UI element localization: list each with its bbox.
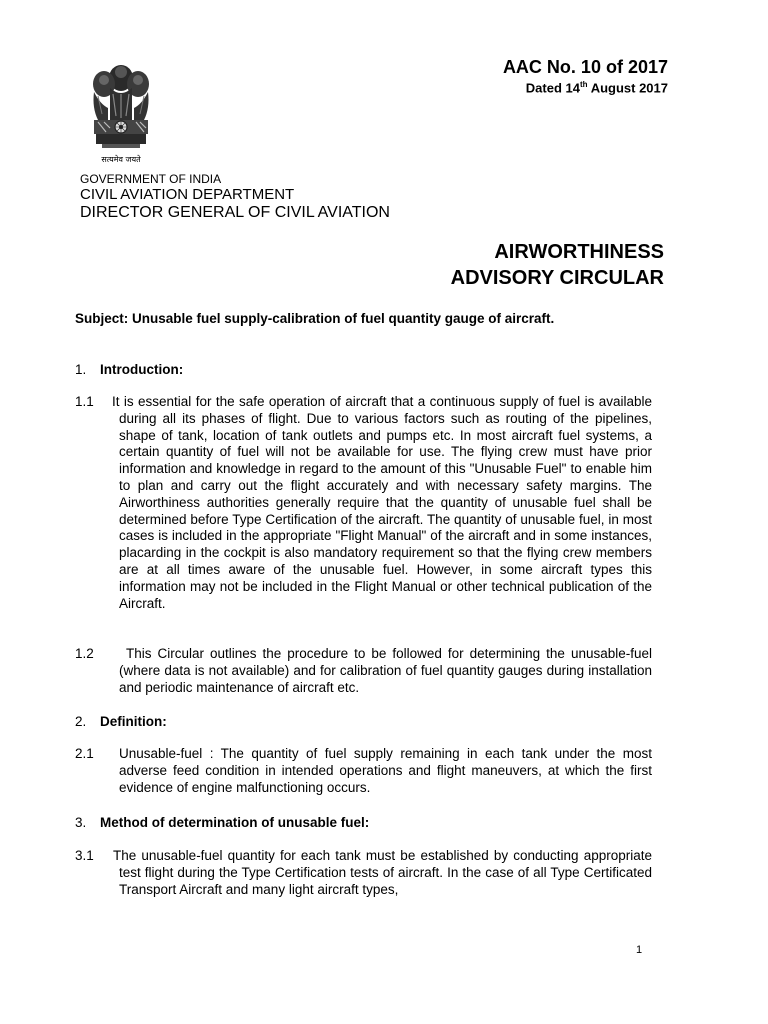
paragraph-text: The unusable-fuel quantity for each tank must be established by conducting appropriate test flight during the Type Certification tests of aircraft. In the case of all Type Certificated Transport Aircraft and many light aircraft types, (113, 848, 652, 897)
section-number: 2. (75, 714, 87, 729)
section-heading (75, 362, 183, 377)
subject-line: Subject: Unusable fuel supply-calibration of fuel quantity gauge of aircraft. (75, 311, 555, 326)
title-line-2: ADVISORY CIRCULAR (450, 267, 664, 289)
government-label: GOVERNMENT OF INDIA (80, 172, 222, 186)
section-number: 3. (75, 815, 87, 830)
section-number: 1. (75, 362, 87, 377)
paragraph (75, 646, 652, 696)
section-heading (75, 714, 167, 729)
paragraph-text: Unusable-fuel : The quantity of fuel supply remaining in each tank under the most adverse feed condition in intended operations and flight maneuvers, at which the first evidence of engine malfunctioning occurs. (119, 746, 652, 795)
paragraph-number: 1.1 (75, 394, 94, 409)
document-number: AAC No. 10 of 2017 (502, 57, 668, 77)
section-title: Method of determination of unusable fuel: (100, 815, 370, 830)
date-superscript: th (580, 80, 588, 89)
paragraph-text: This Circular outlines the procedure to be followed for determining the unusable-fuel (where data is not available) and for calibration of fuel quantity gauges during installation and periodic maintenance of aircraft etc. (119, 646, 652, 695)
paragraph-text: It is essential for the safe operation of aircraft that a continuous supply of fuel is available during all its phases of flight. Due to various factors such as routing of the pipelines, shape of tank, location of tank outlets and pumps etc. In most aircraft fuel systems, a certain quantity of fuel will not be available for use. The flying crew must have prior information and knowledge in regard to the amount of this "Unusable Fuel" to enable him to plan and carry out the flight accurately and with necessary safety margins. The Airworthiness authorities generally require that the quantity of unusable fuel shall be determined before Type Certification of the aircraft. The quantity of unusable fuel, in most cases is included in the appropriate "Flight Manual" of the aircraft and in some instances, placarding in the cockpit is also mandatory requirement so that the flying crew members are at all times aware of the unusable fuel. However, in some aircraft types this information may not be included in the Flight Manual or other technical publication of the Aircraft. (112, 394, 652, 611)
date-suffix: August 2017 (587, 80, 668, 96)
paragraph-number: 1.2 (75, 646, 94, 661)
date-prefix: Dated 14 (525, 80, 580, 96)
ashoka-lion-capital-icon (80, 58, 162, 170)
director-label: DIRECTOR GENERAL OF CIVIL AVIATION (80, 204, 390, 221)
page-number: 1 (636, 944, 643, 956)
section-heading (75, 815, 369, 830)
paragraph-number: 2.1 (75, 746, 94, 761)
emblem-motto: सत्यमेव जयते (101, 155, 141, 164)
paragraph (75, 746, 652, 796)
national-emblem (80, 58, 162, 170)
title-line-1: AIRWORTHINESS (494, 241, 664, 263)
circular-title (451, 239, 664, 291)
section-title: Definition: (100, 714, 167, 729)
section-title: Introduction: (100, 362, 184, 377)
paragraph (75, 848, 652, 898)
document-date (526, 80, 668, 95)
department-label: CIVIL AVIATION DEPARTMENT (80, 186, 295, 203)
paragraph (75, 394, 652, 612)
paragraph-number: 3.1 (75, 848, 94, 863)
